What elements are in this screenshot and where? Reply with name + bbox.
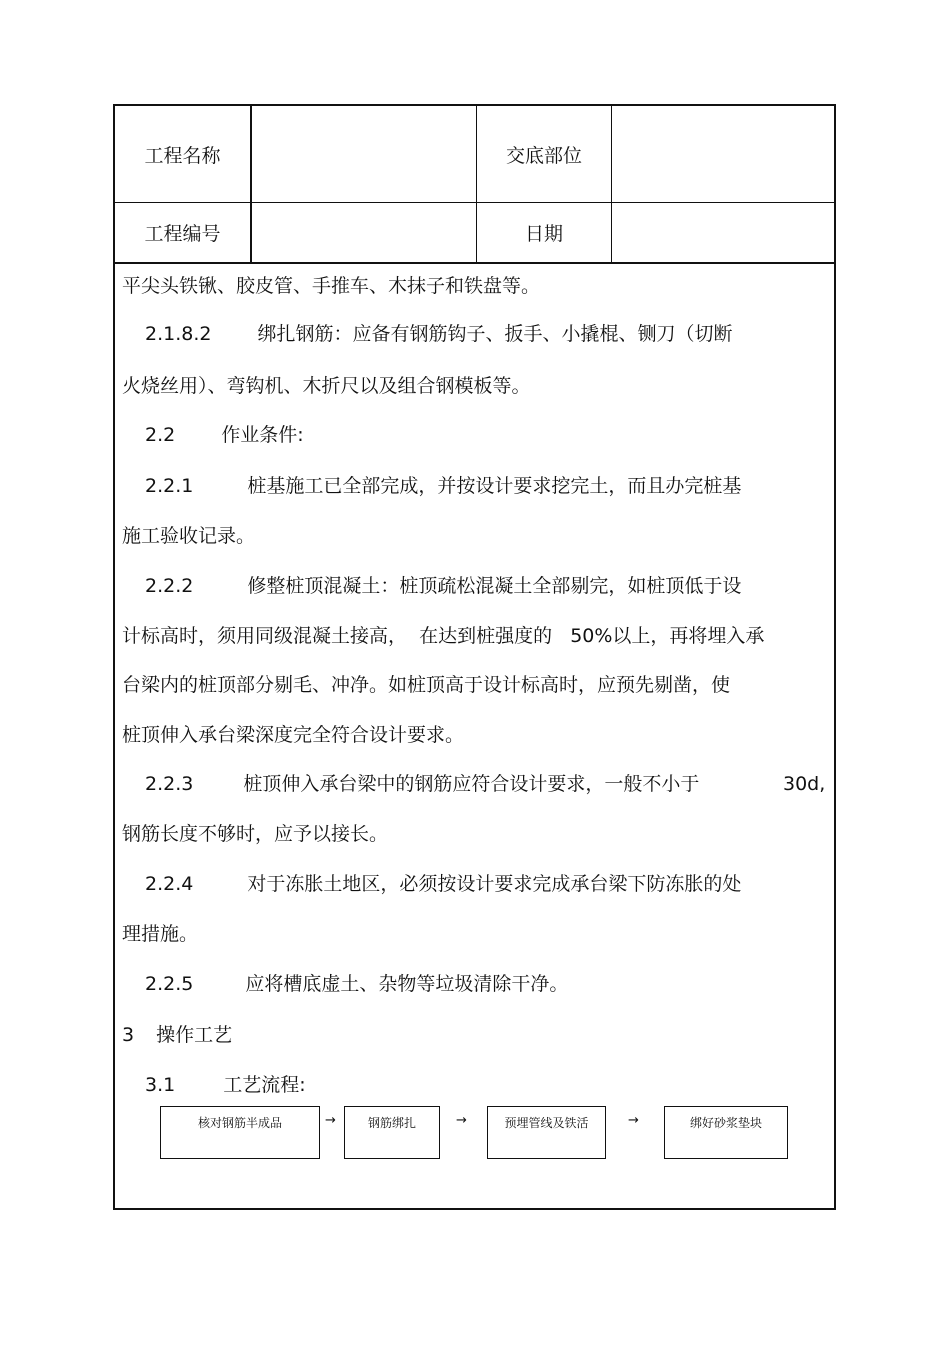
clause-text: 工艺流程: [223, 1074, 306, 1096]
section-value [611, 106, 834, 202]
flow-arrow-icon: → [325, 1113, 336, 1128]
body-line [145, 872, 741, 896]
flow-step-2: 钢筋绑扎 [344, 1106, 440, 1159]
date-value [611, 203, 834, 262]
flow-step-4: 绑好砂浆垫块 [664, 1106, 788, 1159]
clause-text: 作业条件: [221, 424, 304, 446]
body-line: 桩顶伸入承台梁深度完全符合设计要求。 [122, 724, 465, 746]
clause-number: 2.2.4 [145, 873, 194, 895]
body-line: 计标高时，须用同级混凝土接高， 在达到桩强度的 50%以上，再将埋入承 [122, 625, 765, 647]
clause-text: 绑扎钢筋：应备有钢筋钩子、扳手、小撬棍、铡刀（切断 [257, 323, 733, 345]
body-line: 理措施。 [122, 923, 199, 945]
header-row-2 [115, 203, 834, 264]
body-line [145, 772, 699, 796]
body-line [145, 322, 733, 346]
section-title: 操作工艺 [156, 1024, 233, 1046]
clause-number: 2.2.5 [145, 973, 194, 995]
clause-number: 2.2.1 [145, 475, 194, 497]
body-line: 台梁内的桩顶部分剔毛、冲净。如桩顶高于设计标高时，应预先剔凿，使 [122, 674, 731, 696]
body-line: 火烧丝用）、弯钩机、木折尺以及组合钢模板等。 [122, 375, 531, 397]
section-label: 交底部位 [476, 106, 611, 202]
project-no-value [250, 203, 476, 262]
body-line [145, 972, 568, 996]
body-line: 平尖头铁锹、胶皮管、手推车、木抹子和铁盘等。 [122, 275, 541, 297]
clause-number: 2.1.8.2 [145, 323, 212, 345]
date-label: 日期 [476, 203, 611, 262]
section-number: 3 [122, 1024, 135, 1046]
body-line-tail: 30d, [783, 773, 826, 795]
clause-text: 桩顶伸入承台梁中的钢筋应符合设计要求，一般不小于 [243, 773, 700, 795]
body-line [145, 423, 304, 447]
clause-number: 2.2.3 [145, 773, 194, 795]
subsection-heading [145, 1073, 306, 1097]
clause-text: 修整桩顶混凝土：桩顶疏松混凝土全部剔完，如桩顶低于设 [247, 575, 742, 597]
body-line: 施工验收记录。 [122, 525, 256, 547]
flow-arrow-icon: → [628, 1113, 639, 1128]
flow-arrow-icon: → [456, 1113, 467, 1128]
header-row-1 [115, 106, 834, 203]
body-line [145, 474, 741, 498]
clause-number: 2.2.2 [145, 575, 194, 597]
project-name-label: 工程名称 [144, 144, 221, 167]
flow-step-1: 核对钢筋半成品 [160, 1106, 320, 1159]
body-line: 钢筋长度不够时，应予以接长。 [122, 823, 389, 845]
flow-step-3: 预埋管线及铁活 [487, 1106, 606, 1159]
section-heading [122, 1023, 232, 1047]
clause-number: 3.1 [145, 1074, 176, 1096]
body-line [145, 574, 741, 598]
project-no-label: 工程编号 [144, 223, 221, 245]
clause-text: 应将槽底虚土、杂物等垃圾清除干净。 [245, 973, 569, 995]
clause-number: 2.2 [145, 424, 176, 446]
clause-text: 对于冻胀土地区，必须按设计要求完成承台梁下防冻胀的处 [247, 873, 742, 895]
clause-text: 桩基施工已全部完成，并按设计要求挖完土，而且办完桩基 [247, 475, 742, 497]
project-name-value [250, 106, 476, 202]
